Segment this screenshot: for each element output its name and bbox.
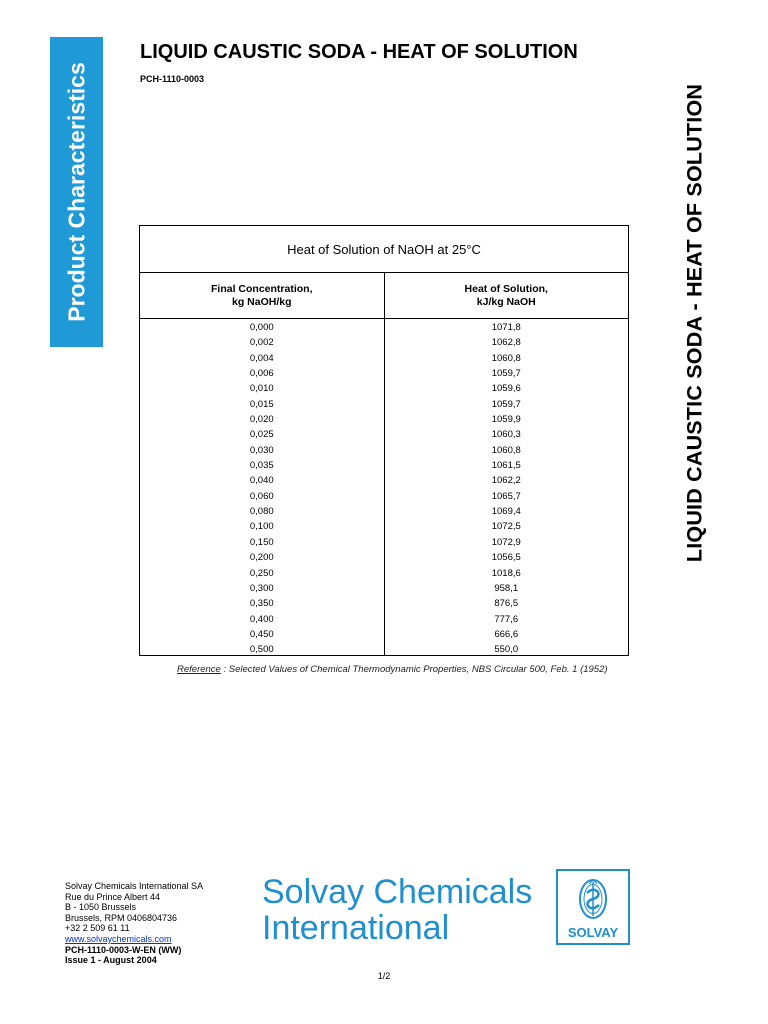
table-cell: 0,200 bbox=[249, 552, 274, 564]
column-header-line: kJ/kg NaOH bbox=[476, 295, 536, 308]
table-cell: 0,350 bbox=[249, 598, 274, 610]
table-cell: 0,004 bbox=[249, 352, 274, 364]
address-street: Rue du Prince Albert 44 bbox=[65, 891, 161, 902]
column-header-concentration bbox=[140, 273, 385, 318]
table-cell: 0,000 bbox=[249, 322, 274, 333]
table-cell: 1062,2 bbox=[491, 475, 521, 487]
page-number: 1/2 bbox=[377, 971, 391, 981]
table-cell: 0,400 bbox=[249, 613, 274, 625]
table-cell: 0,450 bbox=[249, 628, 274, 640]
table-cell: 1059,7 bbox=[491, 368, 521, 380]
solvay-logo bbox=[556, 869, 630, 945]
table-cell: 0,015 bbox=[249, 398, 274, 410]
table-cell: 0,300 bbox=[249, 582, 274, 594]
issue-date: Issue 1 - August 2004 bbox=[65, 955, 157, 966]
company-address bbox=[65, 881, 203, 966]
table-cell: 0,025 bbox=[249, 429, 274, 441]
table-cell: 0,500 bbox=[249, 644, 274, 656]
reference-note bbox=[177, 664, 608, 675]
table-cell: 0,100 bbox=[249, 521, 274, 533]
table-cell: 0,010 bbox=[249, 383, 274, 395]
company-name: Solvay Chemicals International SA bbox=[65, 881, 204, 891]
brand-line: International bbox=[262, 909, 450, 947]
table-cell: 0,002 bbox=[249, 337, 274, 349]
table-cell: 0,020 bbox=[249, 414, 274, 426]
phone-number: +32 2 509 61 11 bbox=[65, 923, 130, 934]
heat-column bbox=[385, 319, 629, 655]
address-city: B - 1050 Brussels bbox=[65, 902, 137, 913]
side-tab bbox=[50, 37, 103, 347]
brand-name bbox=[262, 874, 532, 946]
table-cell: 0,035 bbox=[249, 460, 274, 472]
reference-text: : Selected Values of Chemical Thermodynamic Properties, NBS Circular 500, Feb. 1 (1952) bbox=[220, 664, 608, 675]
table-cell: 1069,4 bbox=[491, 506, 521, 518]
table-cell: 1060,3 bbox=[491, 429, 521, 441]
column-header-heat bbox=[385, 273, 629, 318]
table-cell: 1018,6 bbox=[491, 567, 521, 579]
table-cell: 1060,8 bbox=[491, 352, 521, 364]
table-cell: 1059,7 bbox=[491, 398, 521, 410]
table-cell: 0,080 bbox=[249, 506, 274, 518]
reference-label: Reference bbox=[177, 664, 221, 675]
table-header bbox=[140, 273, 628, 319]
vertical-title-text: LIQUID CAUSTIC SODA - HEAT OF SOLUTION bbox=[682, 83, 707, 562]
page-title: LIQUID CAUSTIC SODA - HEAT OF SOLUTION bbox=[140, 41, 578, 63]
document-code: PCH-1110-0003 bbox=[140, 74, 205, 84]
table-cell: 1072,5 bbox=[491, 521, 521, 533]
table-cell: 1056,5 bbox=[491, 552, 521, 564]
table-cell: 0,040 bbox=[249, 475, 274, 487]
brand-line: Solvay Chemicals bbox=[262, 873, 533, 911]
table-cell: 1059,6 bbox=[491, 383, 521, 395]
website-link[interactable]: www.solvaychemicals.com bbox=[65, 933, 172, 944]
table-cell: 1060,8 bbox=[491, 444, 521, 456]
table-cell: 1071,8 bbox=[491, 322, 521, 333]
table-cell: 0,250 bbox=[249, 567, 274, 579]
table-cell: 0,006 bbox=[249, 368, 274, 380]
table-cell: 0,030 bbox=[249, 444, 274, 456]
column-header-line: kg NaOH/kg bbox=[231, 295, 292, 308]
table-cell: 777,6 bbox=[494, 613, 519, 625]
heat-of-solution-table bbox=[139, 225, 629, 656]
table-cell: 1059,9 bbox=[491, 414, 521, 426]
table-cell: 1065,7 bbox=[491, 490, 521, 502]
concentration-column bbox=[140, 319, 385, 655]
column-header-line: Final Concentration, bbox=[210, 282, 313, 295]
table-cell: 0,150 bbox=[249, 536, 274, 548]
table-cell: 1061,5 bbox=[491, 460, 521, 472]
vertical-title bbox=[670, 55, 720, 590]
address-rpm: Brussels, RPM 0406804736 bbox=[65, 912, 178, 923]
table-title: Heat of Solution of NaOH at 25°C bbox=[140, 226, 628, 273]
side-tab-label: Product Characteristics bbox=[63, 62, 89, 322]
table-cell: 1062,8 bbox=[491, 337, 521, 349]
logo-wordmark: SOLVAY bbox=[567, 925, 619, 940]
table-cell: 550,0 bbox=[494, 644, 519, 656]
table-body bbox=[140, 319, 628, 655]
table-cell: 958,1 bbox=[494, 582, 519, 594]
table-cell: 0,060 bbox=[249, 490, 274, 502]
table-cell: 876,5 bbox=[494, 598, 519, 610]
table-cell: 666,6 bbox=[494, 628, 519, 640]
table-cell: 1072,9 bbox=[491, 536, 521, 548]
column-header-line: Heat of Solution, bbox=[464, 282, 548, 295]
footer-doc-code: PCH-1110-0003-W-EN (WW) bbox=[65, 944, 182, 955]
